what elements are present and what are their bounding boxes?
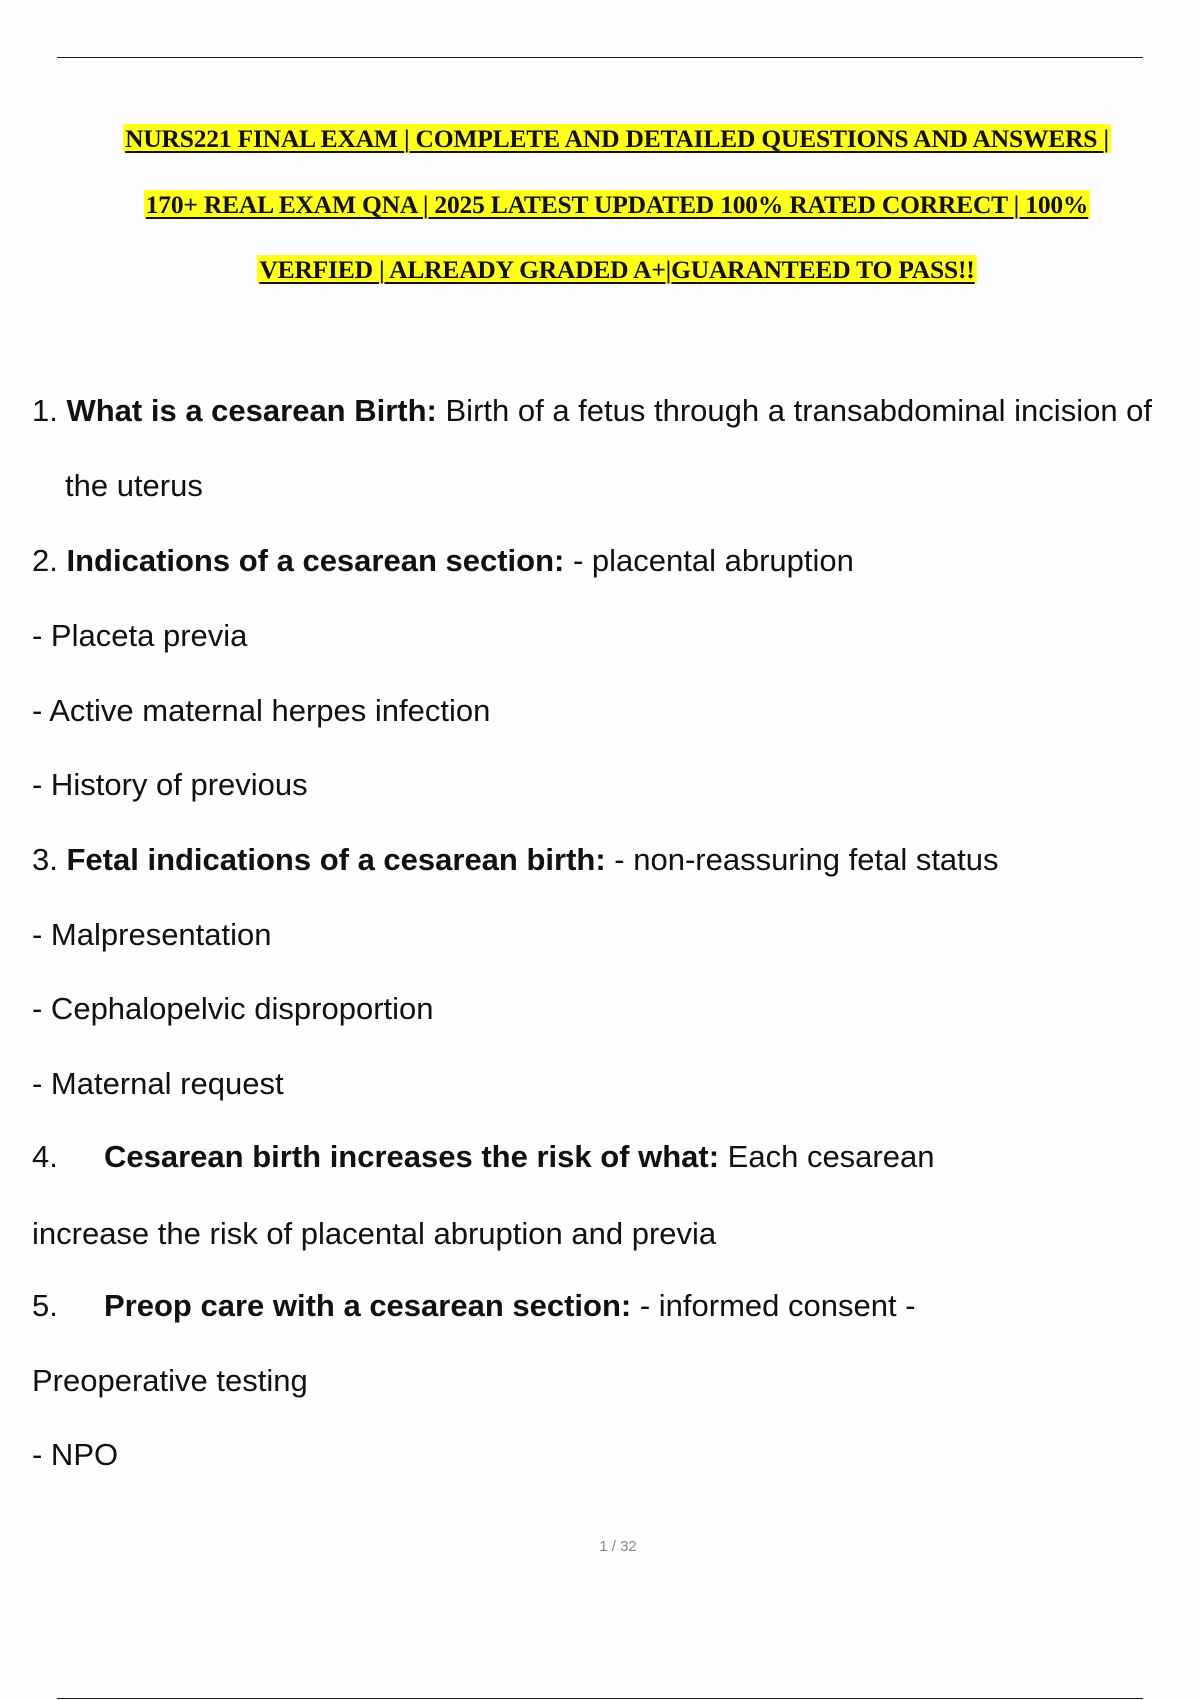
answer-2-bullet-1: - Placeta previa [32, 618, 248, 653]
bottom-rule [57, 1698, 1143, 1699]
answer-3-bullet-2: - Cephalopelvic disproportion [32, 991, 434, 1026]
answer-5-continuation: Preoperative testing [32, 1363, 308, 1398]
top-rule [57, 57, 1143, 58]
question-1: 1. What is a cesarean Birth: Birth of a fetus through a transabdominal incision of [32, 393, 1153, 428]
answer-2-bullet-2: - Active maternal herpes infection [32, 693, 491, 728]
answer-1-continuation: the uterus [65, 468, 203, 503]
title-line-3: VERFIED | ALREADY GRADED A+|GUARANTEED TO PASS!! [259, 255, 975, 284]
question-2: 2. Indications of a cesarean section: - placental abruption [32, 543, 854, 578]
title-line-1: NURS221 FINAL EXAM | COMPLETE AND DETAILED QUESTIONS AND ANSWERS | [125, 124, 1109, 153]
title-line-2: 170+ REAL EXAM QNA | 2025 LATEST UPDATED 100% RATED CORRECT | 100% [145, 190, 1089, 219]
answer-3-bullet-3: - Maternal request [32, 1066, 284, 1101]
question-4: 4. Cesarean birth increases the risk of what: Each cesarean [32, 1139, 935, 1174]
answer-3-bullet-1: - Malpresentation [32, 917, 272, 952]
question-5: 5. Preop care with a cesarean section: - informed consent - [32, 1288, 916, 1323]
answer-4-continuation: increase the risk of placental abruption and previa [32, 1216, 717, 1251]
answer-5-bullet-1: - NPO [32, 1437, 119, 1472]
answer-2-bullet-3: - History of previous [32, 767, 308, 802]
page-indicator: 1 / 32 [599, 1538, 637, 1555]
question-3: 3. Fetal indications of a cesarean birth: - non-reassuring fetal status [32, 842, 999, 877]
